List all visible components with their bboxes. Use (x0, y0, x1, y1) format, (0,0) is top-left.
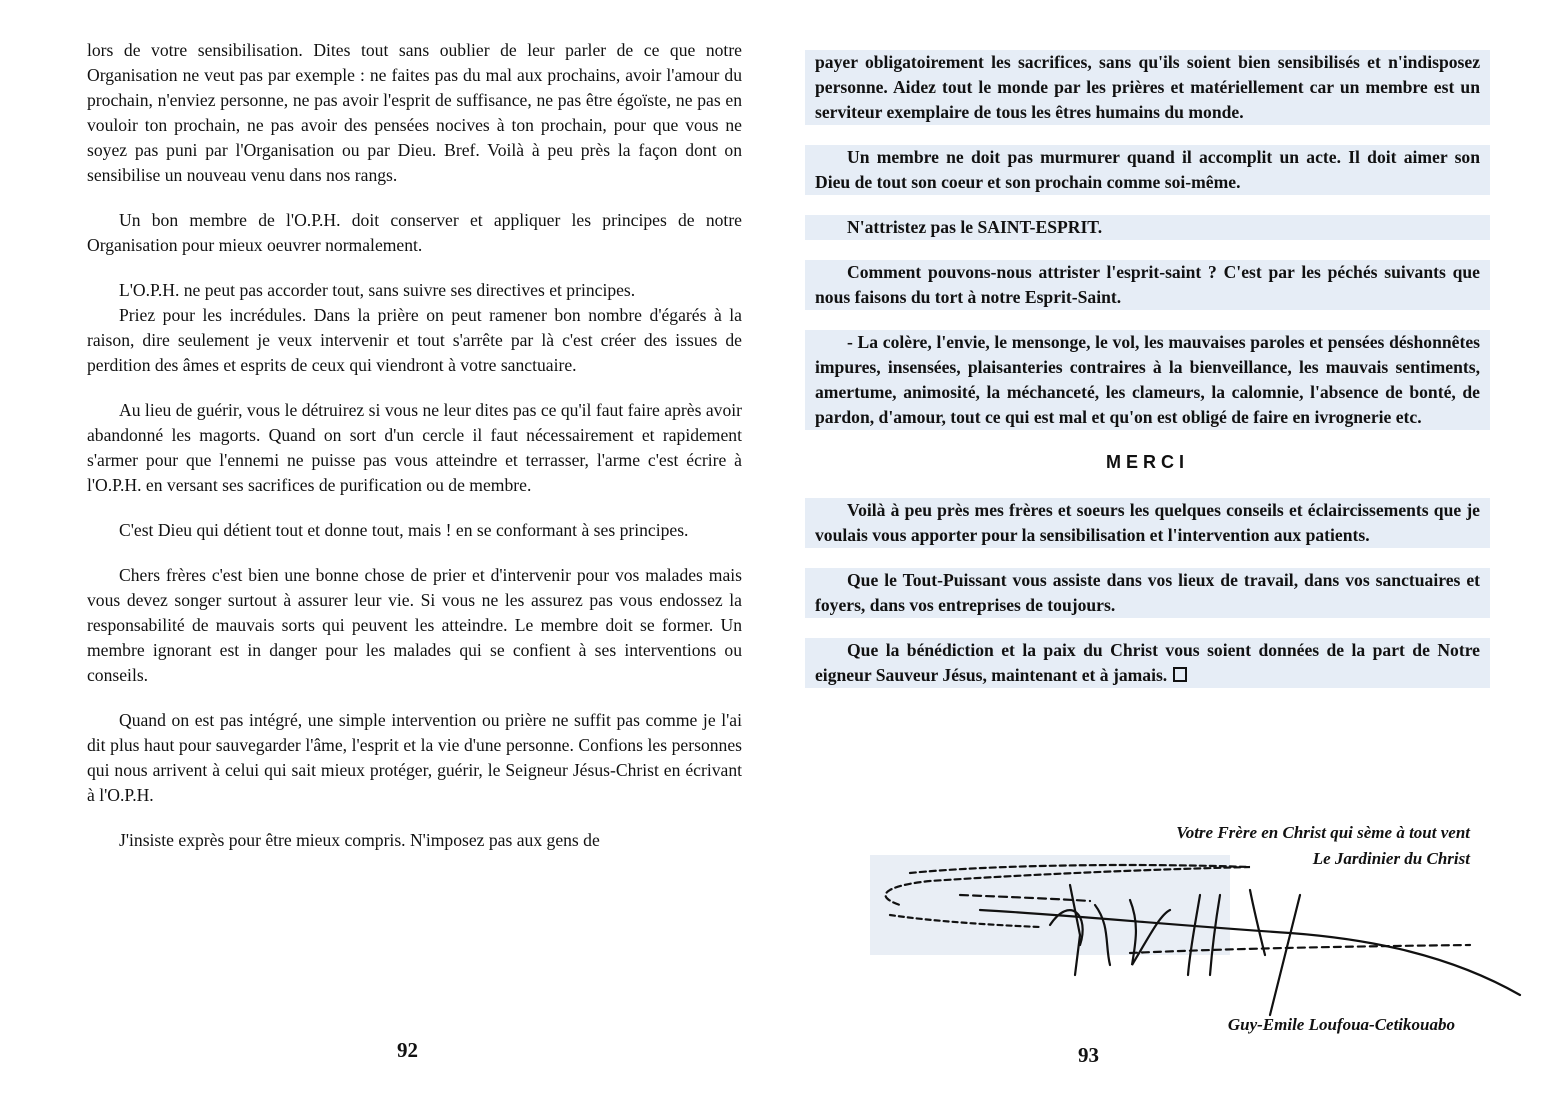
left-paragraph-8: Quand on est pas intégré, une simple intervention ou prière ne suffit pas comme je l'ai dit plus haut pour sauvegarder l'âme, l'esprit et la vie d'une personne. Confions les personnes qui nous arrivent à celui qui sait mieux protéger, guérir, le Seigneur Jésus-Christ en écrivant à l'O.P.H. (87, 710, 742, 805)
right-paragraph-5: - La colère, l'envie, le mensonge, le vol, les mauvaises paroles et pensées déshonnêtes impures, insensées, plaisanteries contraires à la bienveillance, les mauvais sentiments, amertume, animosité, la méchanceté, les clameurs, la calomnie, l'absence de bonté, de pardon, d'amour, tout ce qui est mal et qu'on est obligé de faire en ivrognerie etc. (805, 330, 1490, 430)
signature-icon (870, 855, 1530, 1025)
closing-paragraph-3-text: Que la bénédiction et la paix du Christ vous soient données de la part de Notre eigneur Sauveur Jésus, maintenant et à jamais. (815, 640, 1480, 685)
page-number-left: 92 (397, 1038, 418, 1062)
page-number-right: 93 (1078, 1043, 1099, 1067)
left-paragraph-2: Un bon membre de l'O.P.H. doit conserver et appliquer les principes de notre Organisation pour mieux oeuvrer normalement. (87, 210, 742, 255)
right-paragraph-1: payer obligatoirement les sacrifices, sans qu'ils soient bien sensibilisés et n'indisposez personne. Aidez tout le monde par les prières et matériellement car un membre est un serviteur exemplaire de tous les êtres humains du monde. (805, 50, 1490, 125)
left-paragraph-5: Au lieu de guérir, vous le détruirez si vous ne leur dites pas ce qu'il faut faire après avoir abandonné les magorts. Quand on sort d'un cercle il faut nécessairement et rapidement s'armer pour que l'ennemi ne puisse pas vous atteindre et terrasser, l'arme c'est écrire à l'O.P.H. en versant ses sacrifices de purification ou de membre. (87, 400, 742, 495)
closing-paragraph-3 (805, 638, 1490, 688)
left-paragraph-6: C'est Dieu qui détient tout et donne tout, mais ! en se conformant à ses principes. (119, 520, 689, 540)
signoff-line-1: Votre Frère en Christ qui sème à tout vent (1176, 823, 1470, 842)
merci-heading: MERCI (1106, 452, 1189, 472)
handwritten-signature (870, 855, 1530, 1025)
right-page (775, 0, 1550, 1099)
right-page-text (815, 50, 1480, 708)
right-paragraph-2: Un membre ne doit pas murmurer quand il accomplit un acte. Il doit aimer son Dieu de tout son coeur et son prochain comme soi-même. (805, 145, 1490, 195)
left-paragraph-1: lors de votre sensibilisation. Dites tout sans oublier de leur parler de ce que notre Organisation ne veut pas par exemple : ne faites pas du mal aux prochains, avoir l'amour du prochain, n'enviez personne, ne pas avoir l'esprit de suffisance, ne pas être égoïste, ne pas en vouloir ton prochain, ne pas avoir des pensées nocives à ton prochain, pour que vous ne soyez pas puni par l'Organisation ou par Dieu. Bref. Voilà à peu près la façon dont on sensibilise un nouveau venu dans nos rangs. (87, 40, 742, 185)
left-paragraph-7: Chers frères c'est bien une bonne chose de prier et d'intervenir pour vos malades mais vous devez songer surtout à assurer leur vie. Si vous ne les assurez pas vous endossez la responsabilité de mauvais sorts qui peuvent les atteindre. Le membre doit se former. Un membre ignorant est in danger pour les malades qui se confient à ses interventions ou conseils. (87, 565, 742, 685)
left-paragraph-3: L'O.P.H. ne peut pas accorder tout, sans suivre ses directives et principes. (119, 280, 636, 300)
author-name: Guy-Emile Loufoua-Cetikouabo (1227, 1015, 1455, 1034)
closing-paragraph-2: Que le Tout-Puissant vous assiste dans vos lieux de travail, dans vos sanctuaires et foyers, dans vos entreprises de toujours. (805, 568, 1490, 618)
closing-paragraph-1: Voilà à peu près mes frères et soeurs les quelques conseils et éclaircissements que je voulais vous apporter pour la sensibilisation et l'intervention aux patients. (805, 498, 1490, 548)
signoff-line-2: Le Jardinier du Christ (1312, 849, 1470, 868)
left-paragraph-4: Priez pour les incrédules. Dans la prière on peut ramener bon nombre d'égarés à la raison, dire seulement je veux intervenir et tout s'arrête par là c'est créer des issues de perdition des âmes et esprits de ceux qui viendront à votre sanctuaire. (87, 305, 742, 375)
left-page-text (87, 38, 742, 873)
right-paragraph-3: N'attristez pas le SAINT-ESPRIT. (805, 215, 1490, 240)
end-square-icon (1173, 667, 1187, 682)
left-paragraph-9: J'insiste exprès pour être mieux compris. N'imposez pas aux gens de (119, 830, 600, 850)
right-paragraph-4: Comment pouvons-nous attrister l'esprit-saint ? C'est par les péchés suivants que nous faisons du tort à notre Esprit-Saint. (805, 260, 1490, 310)
